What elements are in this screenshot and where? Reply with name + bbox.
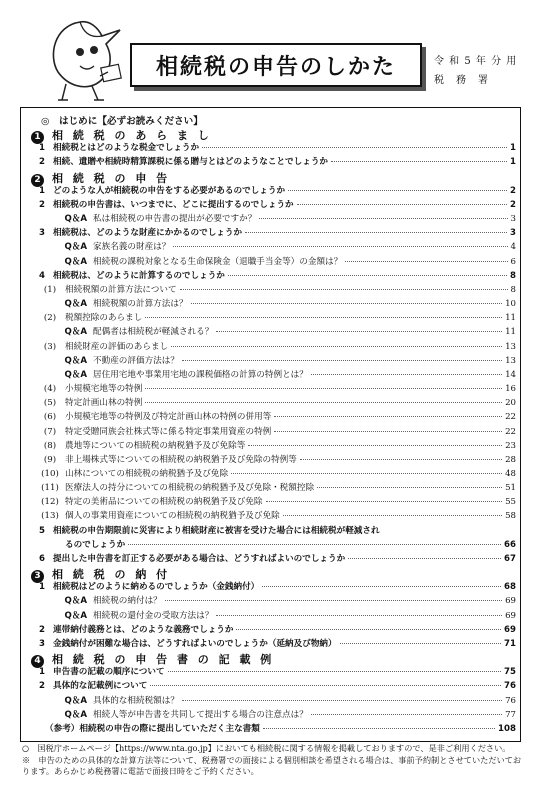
qa-label: Q＆A <box>64 327 87 338</box>
toc-entry-title: 相続税の申告書は、いつまでに、どこに提出するのでしょうか <box>53 199 294 210</box>
dot-leader <box>311 714 502 715</box>
qa-label: Q＆A <box>64 695 87 706</box>
toc-page-number: 69 <box>505 596 516 607</box>
toc-page-number: 71 <box>504 638 516 649</box>
toc-entry-title: 特定計画山林の特例 <box>65 398 143 409</box>
toc-page-number: 20 <box>505 398 516 409</box>
toc-page-number: 76 <box>504 681 516 692</box>
toc-entry <box>21 509 520 523</box>
toc-entry <box>21 226 520 240</box>
toc-entry-title: 個人の事業用資産についての相続税の納税猶予及び免除 <box>65 511 280 522</box>
toc-page-number: 51 <box>505 483 516 494</box>
toc-entry <box>21 425 520 439</box>
toc-entry <box>21 453 520 467</box>
dot-leader <box>182 700 502 701</box>
toc-page-number: 2 <box>510 199 516 210</box>
toc-page-number: 13 <box>505 341 516 352</box>
toc-entry <box>21 439 520 453</box>
toc-entry-title: 相続財産の評価のあらまし <box>65 341 169 352</box>
toc-entry <box>21 467 520 481</box>
qa-label: Q＆A <box>64 355 87 366</box>
toc-page-number: 8 <box>510 270 516 281</box>
tax-mascot-logo <box>40 14 132 106</box>
page-title: 相続税の申告のしかた <box>155 54 396 80</box>
dot-leader <box>311 374 502 375</box>
toc-entry-number: (4) <box>43 384 57 395</box>
toc-page-number: 3 <box>510 228 516 239</box>
qa-label: Q＆A <box>64 256 87 267</box>
qa-label: Q＆A <box>64 214 87 225</box>
toc-section-heading <box>21 566 520 580</box>
toc-entry-title: 相続税は、どのように計算するのでしょうか <box>53 270 225 281</box>
toc-entry <box>21 679 520 693</box>
toc-entry <box>21 580 520 594</box>
toc-entry-title: 相続税の納付は？ <box>93 596 162 607</box>
section-number-badge: 3 <box>31 570 44 583</box>
dot-leader <box>173 246 507 247</box>
toc-entry-number: (11) <box>41 483 59 494</box>
toc-entry <box>21 368 520 382</box>
toc-entry <box>21 198 520 212</box>
toc-entry <box>21 141 520 155</box>
toc-entry-title: 小規模宅地等の特例 <box>65 384 143 395</box>
toc-entry <box>21 594 520 608</box>
toc-entry-title: 不動産の評価方法は？ <box>93 355 179 366</box>
toc-entry-title: 金銭納付が困難な場合は、どうすればよいのでしょうか（延納及び物納） <box>53 638 337 649</box>
dot-leader <box>236 629 501 630</box>
toc-entry-number: 1 <box>39 185 45 196</box>
toc-entry <box>21 212 520 226</box>
toc-page-number: 6 <box>510 256 516 267</box>
toc-page-number: 77 <box>505 709 516 720</box>
toc-page-number: 1 <box>510 157 516 168</box>
toc-entry-title: 配偶者は相続税が軽減される？ <box>93 327 214 338</box>
toc-entry-number: 5 <box>39 525 45 536</box>
toc-entry-title: 居住用宅地や事業用宅地の課税価格の計算の特例とは？ <box>93 369 308 380</box>
toc-entry <box>21 354 520 368</box>
toc-entry <box>21 340 520 354</box>
toc-entry <box>21 665 520 679</box>
toc-entry-number: 1 <box>39 667 45 678</box>
toc-entry <box>21 694 520 708</box>
dot-leader <box>128 544 501 545</box>
toc-entry-number: (7) <box>43 426 57 437</box>
toc-entry-title: 相 続 税 の あ ら ま し <box>52 129 212 143</box>
toc-entry-title: どのような人が相続税の申告をする必要があるのでしょうか <box>53 185 286 196</box>
toc-page-number: 10 <box>505 299 516 310</box>
dot-leader <box>274 431 502 432</box>
toc-page-number: 22 <box>505 426 516 437</box>
dot-leader <box>248 445 502 446</box>
dot-leader <box>262 586 501 587</box>
toc-page-number: 69 <box>505 610 516 621</box>
toc-entry <box>21 495 520 509</box>
toc-entry-title: 相続税は、どのような財産にかかるのでしょうか <box>53 228 243 239</box>
toc-entry <box>21 722 520 736</box>
dot-leader <box>228 275 507 276</box>
page-title-box <box>130 43 422 87</box>
toc-entry-number: 2 <box>39 681 45 692</box>
dot-leader <box>171 346 502 347</box>
toc-entry-number: 2 <box>39 624 45 635</box>
toc-entry-title: 小規模宅地等の特例及び特定計画山林の特例の併用等 <box>65 412 272 423</box>
toc-entry-title: 具体的な記載例について <box>53 681 148 692</box>
qa-label: Q＆A <box>64 369 87 380</box>
toc-page-number: 16 <box>505 384 516 395</box>
toc-entry <box>21 325 520 339</box>
toc-page-number: 11 <box>505 313 516 324</box>
toc-entry-title: 私は相続税の申告書の提出が必要ですか？ <box>93 214 257 225</box>
toc-page-number: 8 <box>510 284 516 295</box>
toc-page-number: 28 <box>505 454 516 465</box>
toc-page-number: 66 <box>504 539 516 550</box>
toc-entry-title: 家族名義の財産は？ <box>93 242 171 253</box>
dot-leader <box>202 147 507 148</box>
toc-page-number: 48 <box>505 468 516 479</box>
toc-entry-title: 非上場株式等についての相続税の納税猶予及び免除の特例等 <box>65 454 297 465</box>
toc-entry <box>21 481 520 495</box>
issuer-block <box>434 52 517 90</box>
toc-page-number: 68 <box>504 582 516 593</box>
toc-section-heading <box>21 651 520 665</box>
toc-entry-title: 相続人等が申告書を共同して提出する場合の注意点は？ <box>93 709 308 720</box>
dot-leader <box>263 728 495 729</box>
toc-entry-number: (3) <box>43 341 57 352</box>
qa-label: Q＆A <box>64 596 87 607</box>
toc-page-number: 3 <box>510 214 516 225</box>
dot-leader <box>168 671 501 672</box>
toc-entry-title: 農地等についての相続税の納税猶予及び免除等 <box>65 440 246 451</box>
dot-leader <box>145 402 502 403</box>
toc-entry-title: 相続税の申告期限前に災害により相続財産に被害を受けた場合には相続税が軽減され <box>53 525 380 536</box>
dot-leader <box>191 303 503 304</box>
toc-entry-number: 6 <box>39 553 45 564</box>
toc-entry <box>21 255 520 269</box>
qa-label: Q＆A <box>64 610 87 621</box>
toc-entry <box>21 240 520 254</box>
toc-entry-number: 4 <box>39 270 45 281</box>
qa-label: Q＆A <box>64 299 87 310</box>
toc-entry-title: ◎ はじめに【必ずお読みください】 <box>41 116 203 127</box>
toc-entry-number: 1 <box>39 143 45 154</box>
toc-entry-number: 3 <box>39 638 45 649</box>
toc-page-number: 4 <box>510 242 516 253</box>
toc-entry-number: (9) <box>43 454 57 465</box>
footnotes <box>22 743 522 778</box>
dot-leader <box>145 317 502 318</box>
toc-entry-number: (8) <box>43 440 57 451</box>
toc-page-number: 22 <box>505 412 516 423</box>
toc-entry-number: (1) <box>43 284 57 295</box>
toc-entry-number: (5) <box>43 398 57 409</box>
toc-page-number: 14 <box>505 369 516 380</box>
toc-entry-title: 相続税の課税対象となる生命保険金（退職手当金等）の金額は？ <box>93 256 343 267</box>
section-number-badge: 4 <box>31 655 44 668</box>
dot-leader <box>266 501 503 502</box>
toc-entry <box>21 113 520 127</box>
toc-entry-title: 相続税額の計算方法は？ <box>93 299 188 310</box>
toc-entry-title: 相 続 税 の 納 付 <box>52 568 171 582</box>
toc-page-number: 1 <box>510 143 516 154</box>
toc-entry <box>21 155 520 169</box>
dot-leader <box>297 204 507 205</box>
table-of-contents <box>20 107 521 742</box>
toc-entry-title: 申告書の記載の順序について <box>53 667 165 678</box>
toc-entry <box>21 269 520 283</box>
toc-page-number: 11 <box>505 327 516 338</box>
dot-leader <box>288 190 507 191</box>
toc-entry <box>21 410 520 424</box>
toc-entry <box>21 552 520 566</box>
toc-entry-number: (12) <box>41 497 59 508</box>
toc-entry-title: 相続税額の計算方法について <box>65 284 177 295</box>
dot-leader <box>216 331 502 332</box>
toc-entry <box>21 184 520 198</box>
toc-entry-number: (6) <box>43 412 57 423</box>
toc-page-number: 58 <box>505 511 516 522</box>
footnote-consultation: ※ 申告のための具体的な計算方法等について、税務署での面接による個別相談を希望される場合は、事前予約制とさせていただいております。あらかじめ税務署に電話で面接日時をご予約ください。 <box>22 754 522 776</box>
toc-entry <box>21 538 520 552</box>
dot-leader <box>165 600 502 601</box>
toc-entry-title: 相続税とはどのような税金でしょうか <box>53 143 200 154</box>
issuer-label: 税 務 署 <box>434 75 489 86</box>
edition-label: 令 和 5 年 分 用 <box>434 56 518 67</box>
toc-entry-title: 相続税の申告の際に提出していただく主な書類 <box>79 723 260 734</box>
dot-leader <box>231 473 502 474</box>
dot-leader <box>345 261 507 262</box>
section-number-badge: 1 <box>31 131 44 144</box>
toc-entry-number: (10) <box>41 468 59 479</box>
toc-entry-title: 相続税はどのように納めるのでしょうか（金銭納付） <box>53 582 260 593</box>
toc-section-heading <box>21 127 520 141</box>
toc-entry <box>21 637 520 651</box>
dot-leader <box>331 161 507 162</box>
toc-section-heading <box>21 170 520 184</box>
toc-entry-title: 相 続 税 の 申 告 <box>52 171 171 185</box>
toc-page-number: 23 <box>505 440 516 451</box>
toc-entry-number: 2 <box>39 157 45 168</box>
dot-leader <box>150 685 501 686</box>
toc-entry-title: 提出した申告書を訂正する必要がある場合は、どうすればよいのでしょうか <box>53 553 346 564</box>
toc-entry-title: るのでしょうか <box>65 539 126 550</box>
toc-page-number: 69 <box>504 624 516 635</box>
toc-entry <box>21 708 520 722</box>
dot-leader <box>300 459 502 460</box>
toc-entry <box>21 524 520 538</box>
toc-entry-number: 3 <box>39 228 45 239</box>
toc-page-number: 13 <box>505 355 516 366</box>
toc-entry-title: 特定受贈同族会社株式等に係る特定事業用資産の特例 <box>65 426 272 437</box>
dot-leader <box>340 643 501 644</box>
toc-entry <box>21 311 520 325</box>
qa-label: Q＆A <box>64 709 87 720</box>
toc-entry <box>21 609 520 623</box>
toc-entry-title: 特定の美術品についての相続税の納税猶予及び免除 <box>65 497 263 508</box>
toc-entry <box>21 297 520 311</box>
toc-entry-number: (13) <box>41 511 59 522</box>
toc-entry <box>21 283 520 297</box>
toc-entry-number: （参考） <box>45 723 80 734</box>
dot-leader <box>348 558 501 559</box>
toc-entry-number: 2 <box>39 199 45 210</box>
toc-page-number: 108 <box>498 723 516 734</box>
toc-entry-title: 山林についての相続税の納税猶予及び免除 <box>65 468 229 479</box>
dot-leader <box>182 360 502 361</box>
dot-leader <box>283 515 502 516</box>
toc-page-number: 2 <box>510 185 516 196</box>
toc-entry-number: 1 <box>39 582 45 593</box>
toc-entry-title: 相続税の還付金の受取方法は？ <box>93 610 214 621</box>
toc-entry-title: 連帯納付義務とは、どのような義務でしょうか <box>53 624 234 635</box>
footnote-website: ○ 国税庁ホームページ【https://www.nta.go.jp】においても相続税に関する情報を掲載しておりますので、是非ご利用ください。 <box>22 743 511 753</box>
toc-entry-title: 具体的な相続税額は？ <box>93 695 179 706</box>
toc-entry <box>21 623 520 637</box>
toc-entry-number: (2) <box>43 313 57 324</box>
section-number-badge: 2 <box>31 174 44 187</box>
dot-leader <box>259 218 507 219</box>
dot-leader <box>216 615 502 616</box>
toc-page-number: 75 <box>504 667 516 678</box>
toc-page-number: 55 <box>505 497 516 508</box>
toc-entry <box>21 382 520 396</box>
dot-leader <box>145 388 502 389</box>
qa-label: Q＆A <box>64 242 87 253</box>
dot-leader <box>317 487 502 488</box>
toc-entry-title: 医療法人の持分についての相続税の納税猶予及び免除・税額控除 <box>65 483 315 494</box>
toc-entry-title: 相続、遺贈や相続時精算課税に係る贈与とはどのようなことでしょうか <box>53 157 329 168</box>
toc-page-number: 67 <box>504 553 516 564</box>
dot-leader <box>274 416 502 417</box>
toc-page-number: 76 <box>505 695 516 706</box>
toc-entry-title: 税額控除のあらまし <box>65 313 143 324</box>
toc-entry-title: 相 続 税 の 申 告 書 の 記 載 例 <box>52 653 275 667</box>
dot-leader <box>180 289 508 290</box>
toc-entry <box>21 396 520 410</box>
dot-leader <box>245 232 507 233</box>
